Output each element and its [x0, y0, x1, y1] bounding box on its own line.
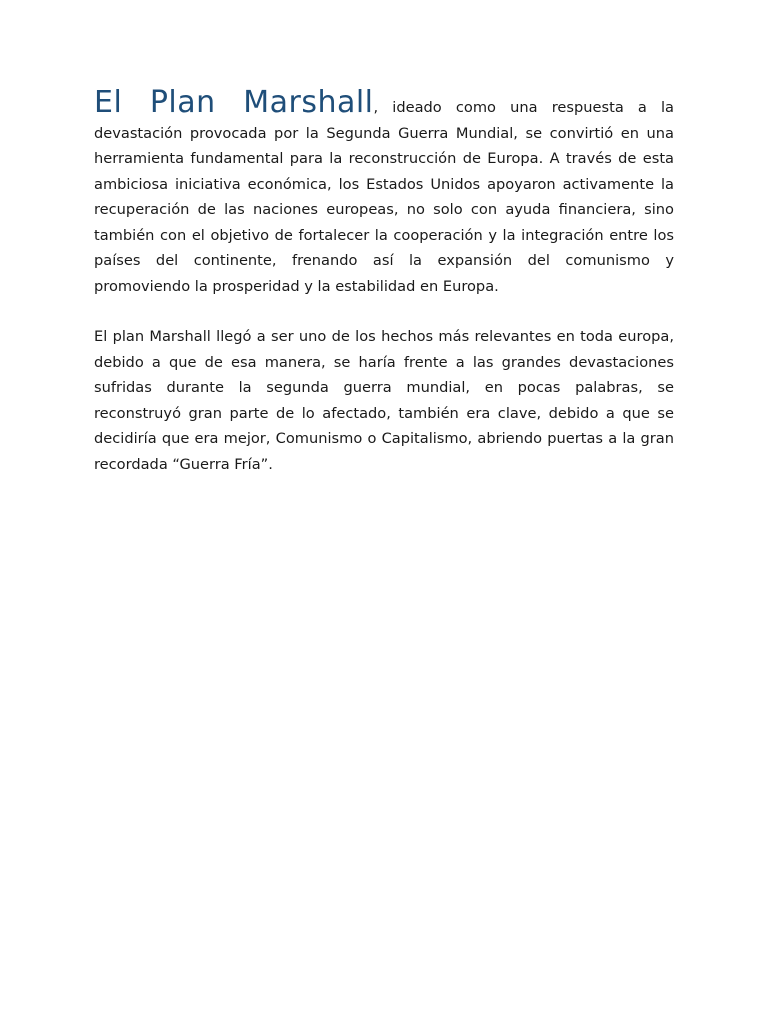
paragraph-1: [94, 85, 675, 299]
paragraph-1-text: , ideado como una respuesta a la devastación provocada por la Segunda Guerra Mundial, se convirtió en una herramienta fundamental para la reconstrucción de Europa. A través de esta ambiciosa iniciativa económica, los Estados Unidos apoyaron activamente la recuperación de las naciones europeas, no solo con ayuda financiera, sino también con el objetivo de fortalecer la cooperación y la integración entre los países del continente, frenando así la expansión del comunismo y promoviendo la prosperidad y la estabilidad en Europa.: [94, 99, 675, 295]
document-body: [94, 85, 675, 477]
paragraph-2: El plan Marshall llegó a ser uno de los hechos más relevantes en toda europa, debido a que de esa manera, se haría frente a las grandes devastaciones sufridas durante la segunda guerra mundial, en pocas palabras, se reconstruyó gran parte de lo afectado, también era clave, debido a que se decidiría que era mejor, Comunismo o Capitalismo, abriendo puertas a la gran recordada “Guerra Fría”.: [94, 328, 674, 473]
document-title: El Plan Marshall: [94, 85, 374, 120]
